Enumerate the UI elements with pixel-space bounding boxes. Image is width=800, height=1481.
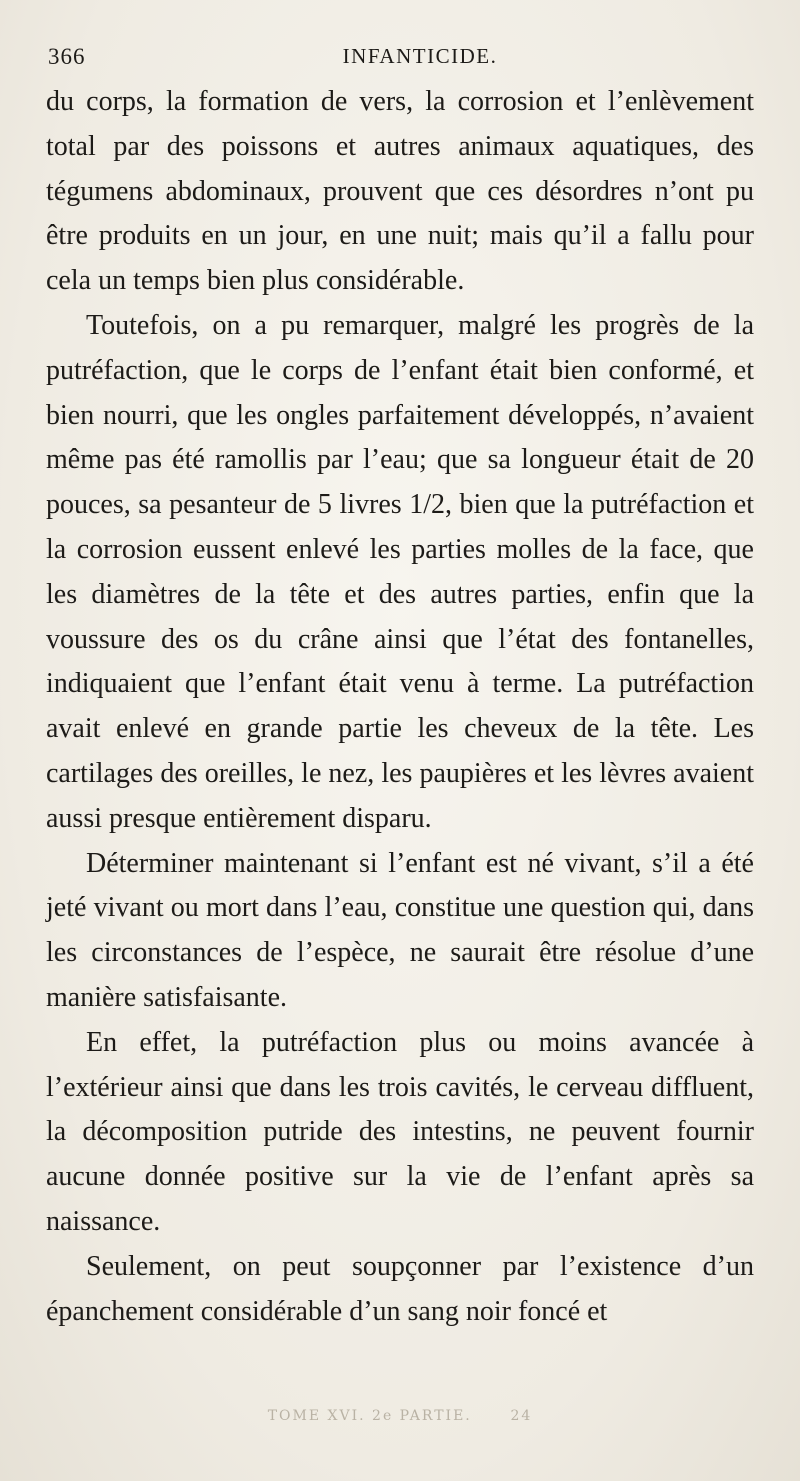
page-number: 366 xyxy=(48,44,86,69)
running-title: INFANTICIDE. xyxy=(342,44,498,68)
body-text xyxy=(46,80,754,1334)
signature-line: TOME XVI. 2e PARTIE. xyxy=(267,1408,472,1424)
bleed-through-footer xyxy=(0,1408,800,1424)
paragraph-1: du corps, la formation de vers, la corrosion et l’enlèvement total par des poissons et autres animaux aquatiques, des tégumens abdominaux, prouvent que ces désordres n’ont pu être produits en un jour, en une nuit; mais qu’il a fallu pour cela un temps bien plus considérable. xyxy=(46,86,754,297)
paragraph-3: Déterminer maintenant si l’enfant est né vivant, s’il a été jeté vivant ou mort dans l’eau, constitue une question qui, dans les circonstances de l’espèce, ne saurait être résolue d’une manière satisfaisante. xyxy=(46,847,754,1013)
paragraph-2: Toutefois, on a pu remarquer, malgré les progrès de la putréfaction, que le corps de l’enfant était bien conformé, et bien nourri, que les ongles parfaitement développés, n’avaient même pas été ramollis par l’eau; que sa longueur était de 20 pouces, sa pesanteur de 5 livres 1/2, bien que la putréfaction et la corrosion eussent enlevé les parties molles de la face, que les diamètres de la tête et des autres parties, enfin que la voussure des os du crâne ainsi que l’état des fontanelles, indiquaient que l’enfant était venu à terme. La putréfaction avait enlevé en grande partie les cheveux de la tête. Les cartilages des oreilles, le nez, les paupières et les lèvres avaient aussi presque entièrement disparu. xyxy=(46,309,754,834)
signature-mark: 24 xyxy=(510,1408,533,1424)
running-head xyxy=(46,34,754,80)
paragraph-5: Seulement, on peut soupçonner par l’existence d’un épanchement considérable d’un sang noir foncé et xyxy=(46,1250,754,1327)
paragraph-4: En effet, la putréfaction plus ou moins avancée à l’extérieur ainsi que dans les trois cavités, le cerveau diffluent, la décomposition putride des intestins, ne peuvent fournir aucune donnée positive sur la vie de l’enfant après sa naissance. xyxy=(46,1026,754,1237)
